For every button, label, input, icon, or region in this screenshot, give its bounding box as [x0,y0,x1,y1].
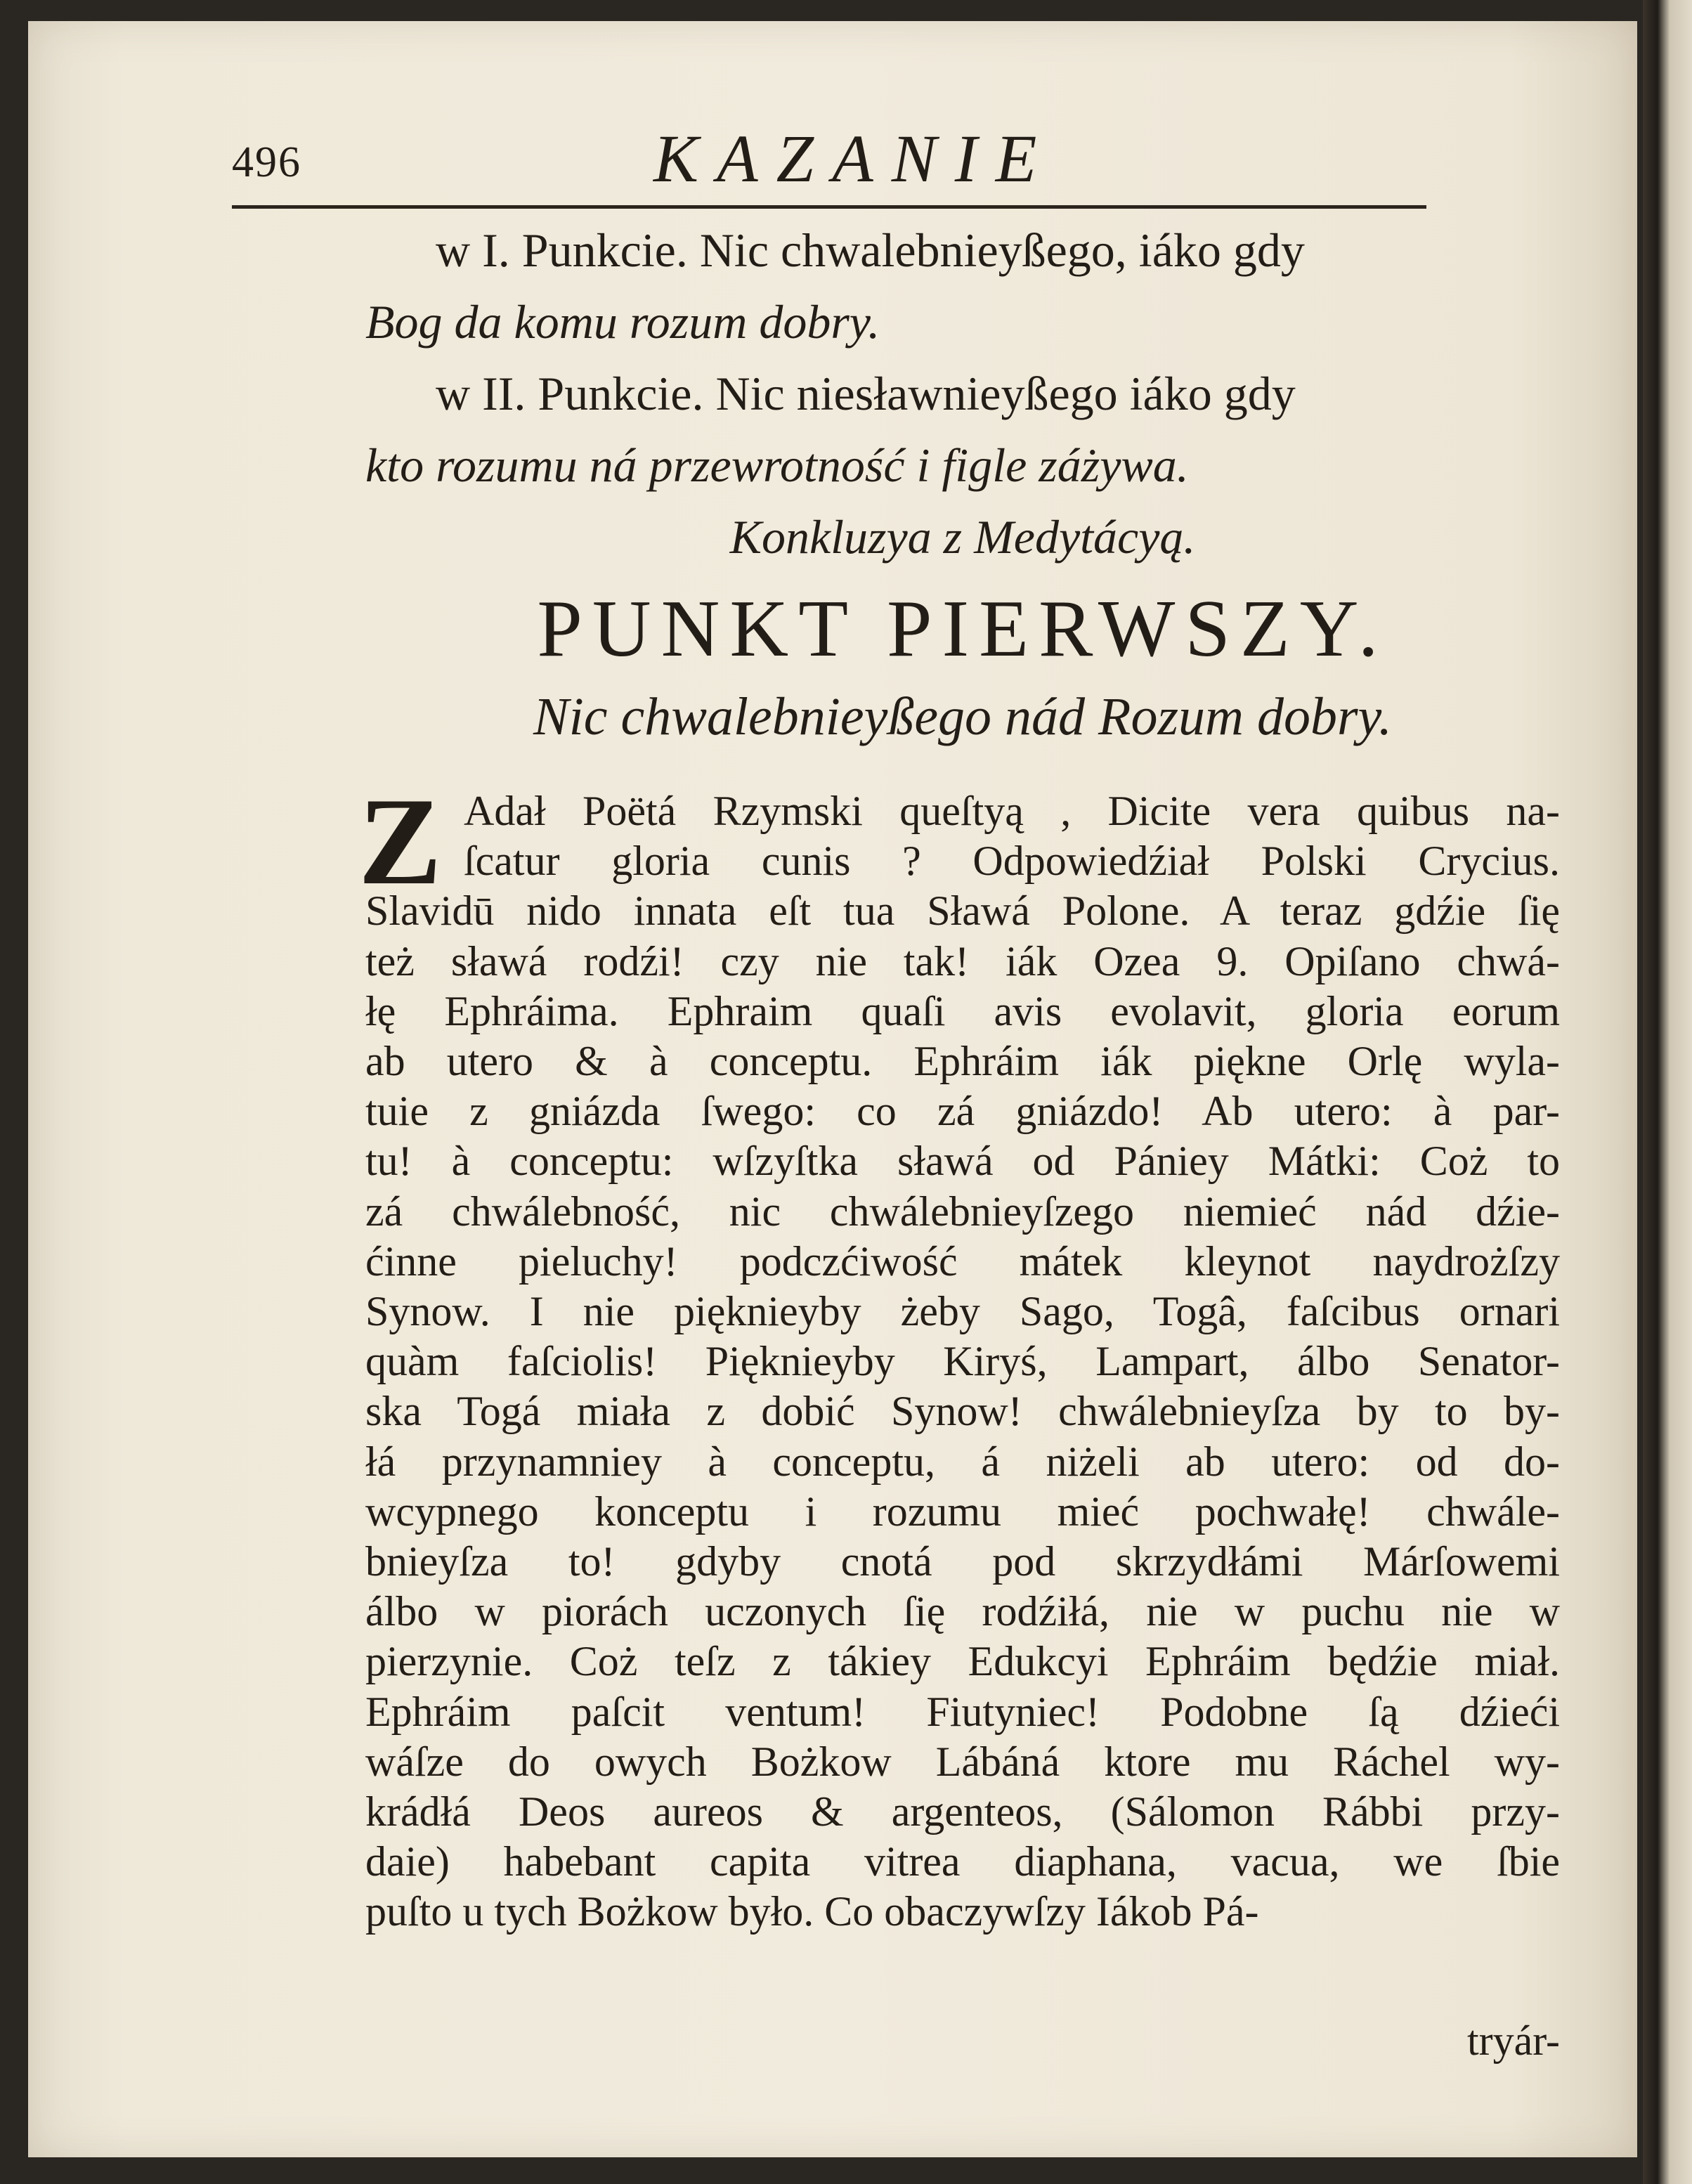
body-line: ab utero & à conceptu. Ephráim iák piękne Orlę wyla- [365,1038,1560,1084]
body-line: Adał Poëtá Rzymski queſtyą , Dicite vera quibus na- [464,788,1560,834]
body-line: też sławá rodźi! czy nie tak! iák Ozea 9. Opiſano chwá- [365,937,1560,984]
body-line: Synow. I nie pięknieyby żeby Sago, Togâ, faſcibus ornari [365,1288,1560,1334]
running-title: KAZANIE [653,121,1055,196]
summary-line-5: Konkluzya z Medytácyą. [729,510,1196,564]
summary-line-1: w I. Punkcie. Nic chwalebnieyßego, iáko gdy [436,223,1305,277]
page-number: 496 [232,138,301,186]
body-line: ćinne pieluchy! podczćiwość mátek kleynot naydrożſzy [365,1237,1560,1285]
section-heading: PUNKT PIERWSZY. [537,584,1388,674]
summary-line-3: w II. Punkcie. Nic niesławnieyßego iáko gdy [436,367,1296,420]
body-line: quàm faſciolis! Pięknieyby Kiryś, Lampart, álbo Senator- [365,1338,1560,1385]
page-header [232,119,1553,204]
body-line: ska Togá miała z dobić Synow! chwálebnieyſza by to by- [365,1388,1560,1435]
body-line: krádłá Deos aureos & argenteos, (Sálomon Rábbi przy- [365,1788,1560,1835]
body-line: Ephráim paſcit ventum! Fiutyniec! Podobne ſą dźieći [365,1688,1560,1735]
body-line: ſcatur gloria cunis ? Odpowiedźiał Polski Crycius. [464,838,1560,885]
section-subheading: Nic chwalebnieyßego nád Rozum dobry. [533,687,1393,746]
next-page-edge [1643,0,1692,2184]
body-line: álbo w piorách uczonych ſię rodźiłá, nie w puchu nie w [365,1588,1560,1635]
header-rule [232,205,1426,209]
body-line: łá przynamniey à conceptu, á niżeli ab utero: od do- [365,1438,1560,1485]
summary-line-4: kto rozumu ná przewrotność i figle záżywa. [365,438,1189,492]
catchword: tryár- [1466,2017,1560,2064]
body-line: łę Ephráima. Ephraim quaſi avis evolavit, gloria eorum [365,987,1560,1034]
body-line: tu! à conceptu: wſzyſtka sławá od Pániey Mátki: Coż to [365,1138,1560,1185]
body-line: wáſze do owych Bożkow Lábáná ktore mu Ráchel wy- [365,1738,1560,1785]
body-line: pierzynie. Coż teſz z tákiey Edukcyi Ephráim będźie miał. [365,1638,1560,1685]
body-line: bnieyſza to! gdyby cnotá pod skrzydłámi Márſowemi [365,1538,1560,1585]
body-line: zá chwálebność, nic chwálebnieyſzego niemieć nád dźie- [365,1188,1560,1235]
body-line: daie) habebant capita vitrea diaphana, vacua, we ſbie [365,1838,1560,1885]
body-line: puſto u tych Bożkow było. Co obaczywſzy Iákob Pá- [365,1888,1259,1935]
body-line: tuie z gniázda ſwego: co zá gniázdo! Ab utero: à par- [365,1088,1560,1135]
body-line: Slavidū nido innata eſt tua Sławá Polone. A teraz gdźie ſię [365,888,1560,935]
drop-cap: Z [358,772,442,911]
body-line: wcypnego konceptu i rozumu mieć pochwałę! chwále- [365,1488,1560,1535]
summary-line-2: Bog da komu rozum dobry. [365,295,880,349]
